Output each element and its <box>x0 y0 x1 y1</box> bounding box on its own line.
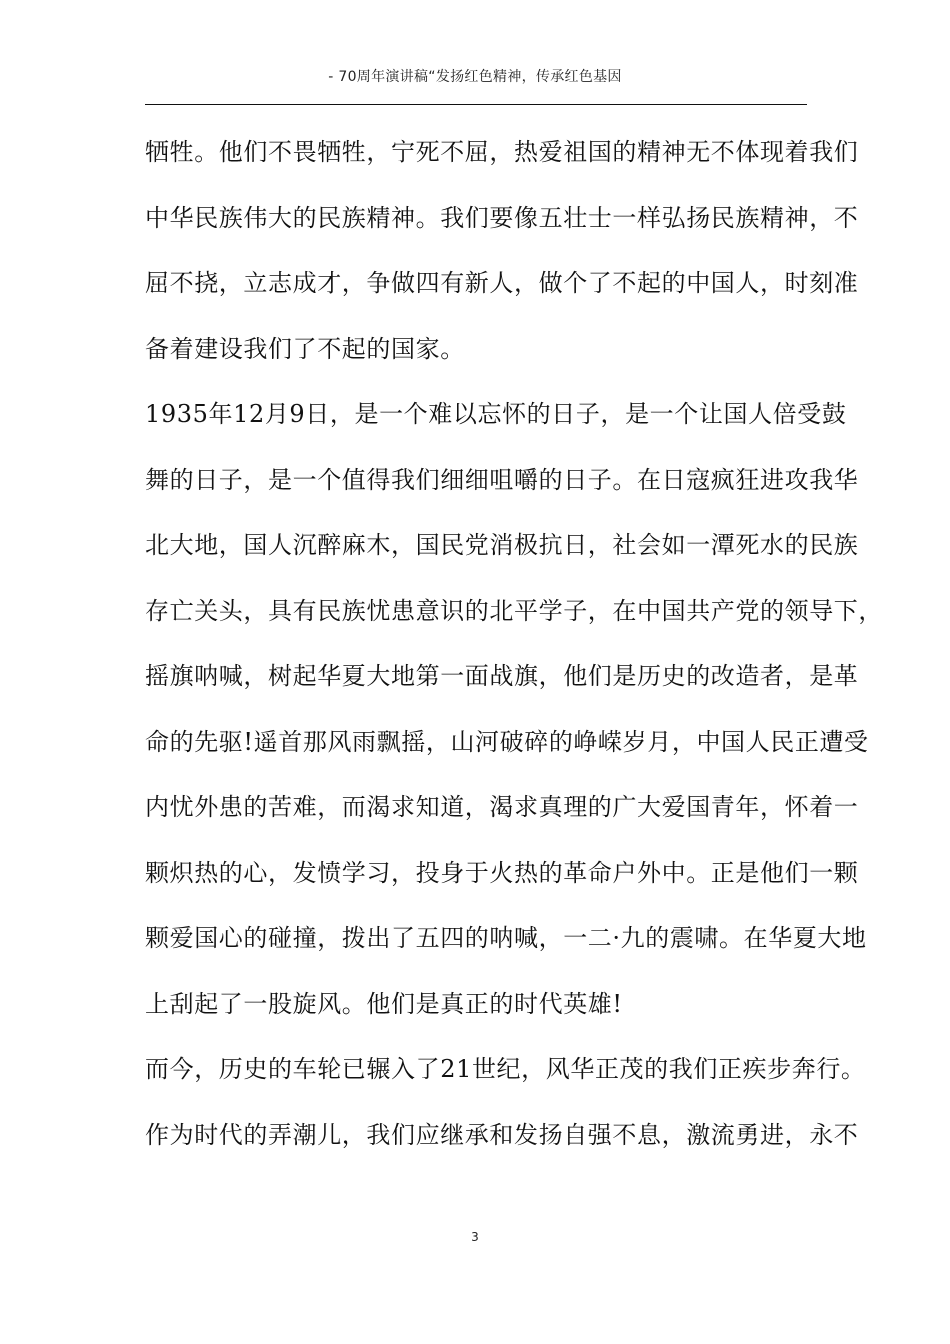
text-line: 1935年12月9日，是一个难以忘怀的日子，是一个让国人倍受鼓 <box>145 400 847 428</box>
text-line: 颗炽热的心，发愤学习，投身于火热的革命户外中。正是他们一颗 <box>145 858 859 887</box>
text-line: 备着建设我们了不起的国家。 <box>145 334 465 363</box>
text-line: 上刮起了一股旋风。他们是真正的时代英雄! <box>145 989 623 1018</box>
page-number: 3 <box>471 1230 479 1244</box>
text-line: 而今，历史的车轮已辗入了21世纪，风华正茂的我们正疾步奔行。 <box>145 1055 866 1083</box>
text-line: 内忧外患的苦难，而渴求知道，渴求真理的广大爱国青年，怀着一 <box>145 793 859 821</box>
text-line: 颗爱国心的碰撞，拨出了五四的呐喊，一二·九的震啸。在华夏大地 <box>145 924 867 952</box>
paragraph-3 <box>145 1043 866 1174</box>
text-line: 中华民族伟大的民族精神。我们要像五壮士一样弘扬民族精神，不 <box>145 203 859 232</box>
text-line: 舞的日子，是一个值得我们细细咀嚼的日子。在日寇疯狂进攻我华 <box>145 465 859 494</box>
text-line: 屈不挠，立志成才，争做四有新人，做个了不起的中国人，时刻准 <box>145 269 859 297</box>
paragraph-1 <box>145 126 859 388</box>
text-line: 命的先驱!遥首那风雨飘摇，山河破碎的峥嵘岁月，中国人民正遭受 <box>145 727 869 756</box>
page-header: - 70周年演讲稿“发扬红色精神，传承红色基因 <box>328 69 622 85</box>
paragraph-2 <box>145 388 883 1043</box>
header-divider <box>145 104 807 105</box>
text-line: 作为时代的弄潮儿，我们应继承和发扬自强不息，激流勇进，永不 <box>145 1120 859 1149</box>
text-line: 摇旗呐喊，树起华夏大地第一面战旗，他们是历史的改造者，是革 <box>145 662 859 690</box>
text-line: 北大地，国人沉醉麻木，国民党消极抗日，社会如一潭死水的民族 <box>145 531 859 559</box>
text-line: 存亡关头，具有民族忧患意识的北平学子，在中国共产党的领导下， <box>145 596 883 625</box>
document-body <box>145 126 883 1174</box>
text-line: 牺牲。他们不畏牺牲，宁死不屈，热爱祖国的精神无不体现着我们 <box>145 138 859 166</box>
